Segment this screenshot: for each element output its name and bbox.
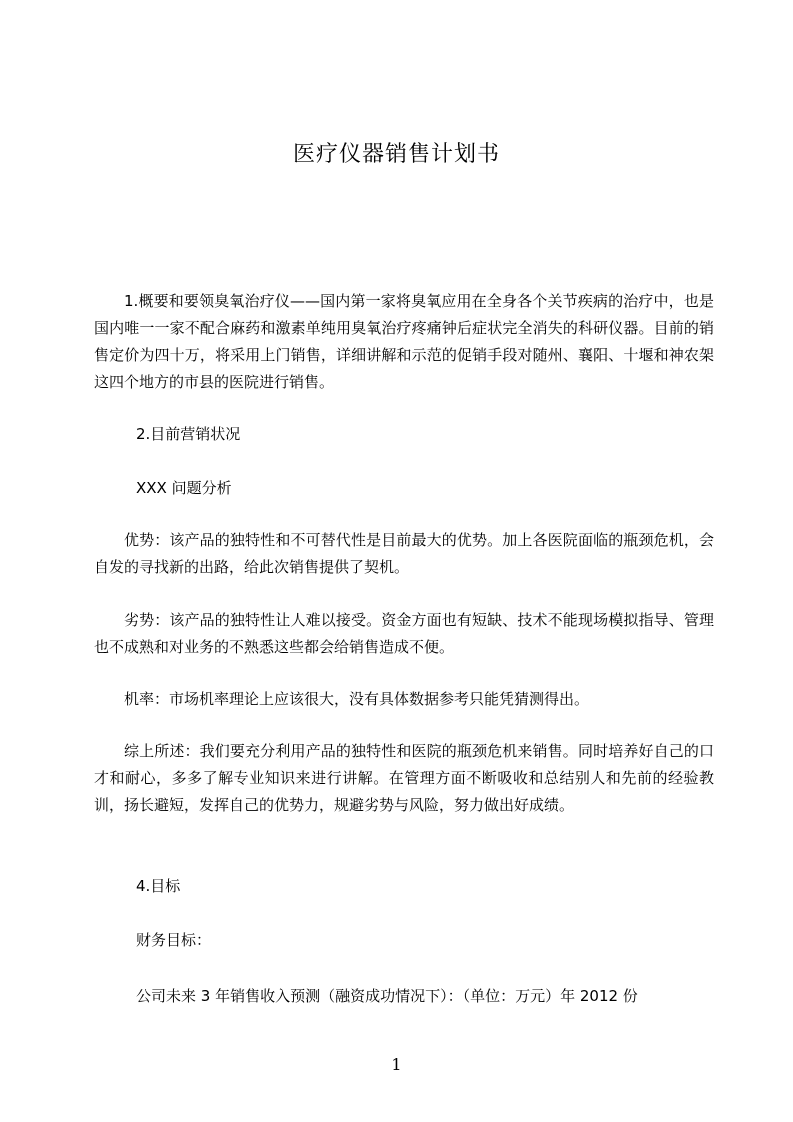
section-heading-financial-goals: 财务目标： <box>136 931 212 949</box>
paragraph-forecast: 公司未来 3 年销售收入预测（融资成功情况下）：（单位：万元）年 2012 份 <box>136 987 638 1005</box>
section-heading-goals: 4.目标 <box>136 877 181 895</box>
document-title: 医疗仪器销售计划书 <box>292 142 500 167</box>
paragraph-weaknesses: 劣势：该产品的独特性让人难以接受。资金方面也有短缺、技术不能现场模拟指导、管理也不成熟和对业务的不熟悉这些都会给销售造成不便。 <box>94 611 714 656</box>
paragraph-summary: 综上所述：我们要充分利用产品的独特性和医院的瓶颈危机来销售。同时培养好自己的口才和耐心，多多了解专业知识来进行讲解。在管理方面不断吸收和总结别人和先前的经验教训，扬长避短，发挥自己的优势力，规避劣势与风险，努力做出好成绩。 <box>94 742 714 814</box>
paragraph-overview: 1.概要和要领臭氧治疗仪——国内第一家将臭氧应用在全身各个关节疾病的治疗中，也是国内唯一一家不配合麻药和激素单纯用臭氧治疗疼痛钟后症状完全消失的科研仪器。目前的销售定价为四十万，将采用上门销售，详细讲解和示范的促销手段对随州、襄阳、十堰和神农架这四个地方的市县的医院进行销售。 <box>94 292 714 391</box>
section-heading-problem-analysis: XXX 问题分析 <box>136 479 232 497</box>
paragraph-opportunity: 机率：市场机率理论上应该很大，没有具体数据参考只能凭猜测得出。 <box>124 690 590 708</box>
page-number: 1 <box>391 1055 402 1074</box>
section-heading-marketing-status: 2.目前营销状况 <box>136 425 241 443</box>
paragraph-strengths: 优势：该产品的独特性和不可替代性是目前最大的优势。加上各医院面临的瓶颈危机，会自发的寻找新的出路，给此次销售提供了契机。 <box>94 531 714 576</box>
